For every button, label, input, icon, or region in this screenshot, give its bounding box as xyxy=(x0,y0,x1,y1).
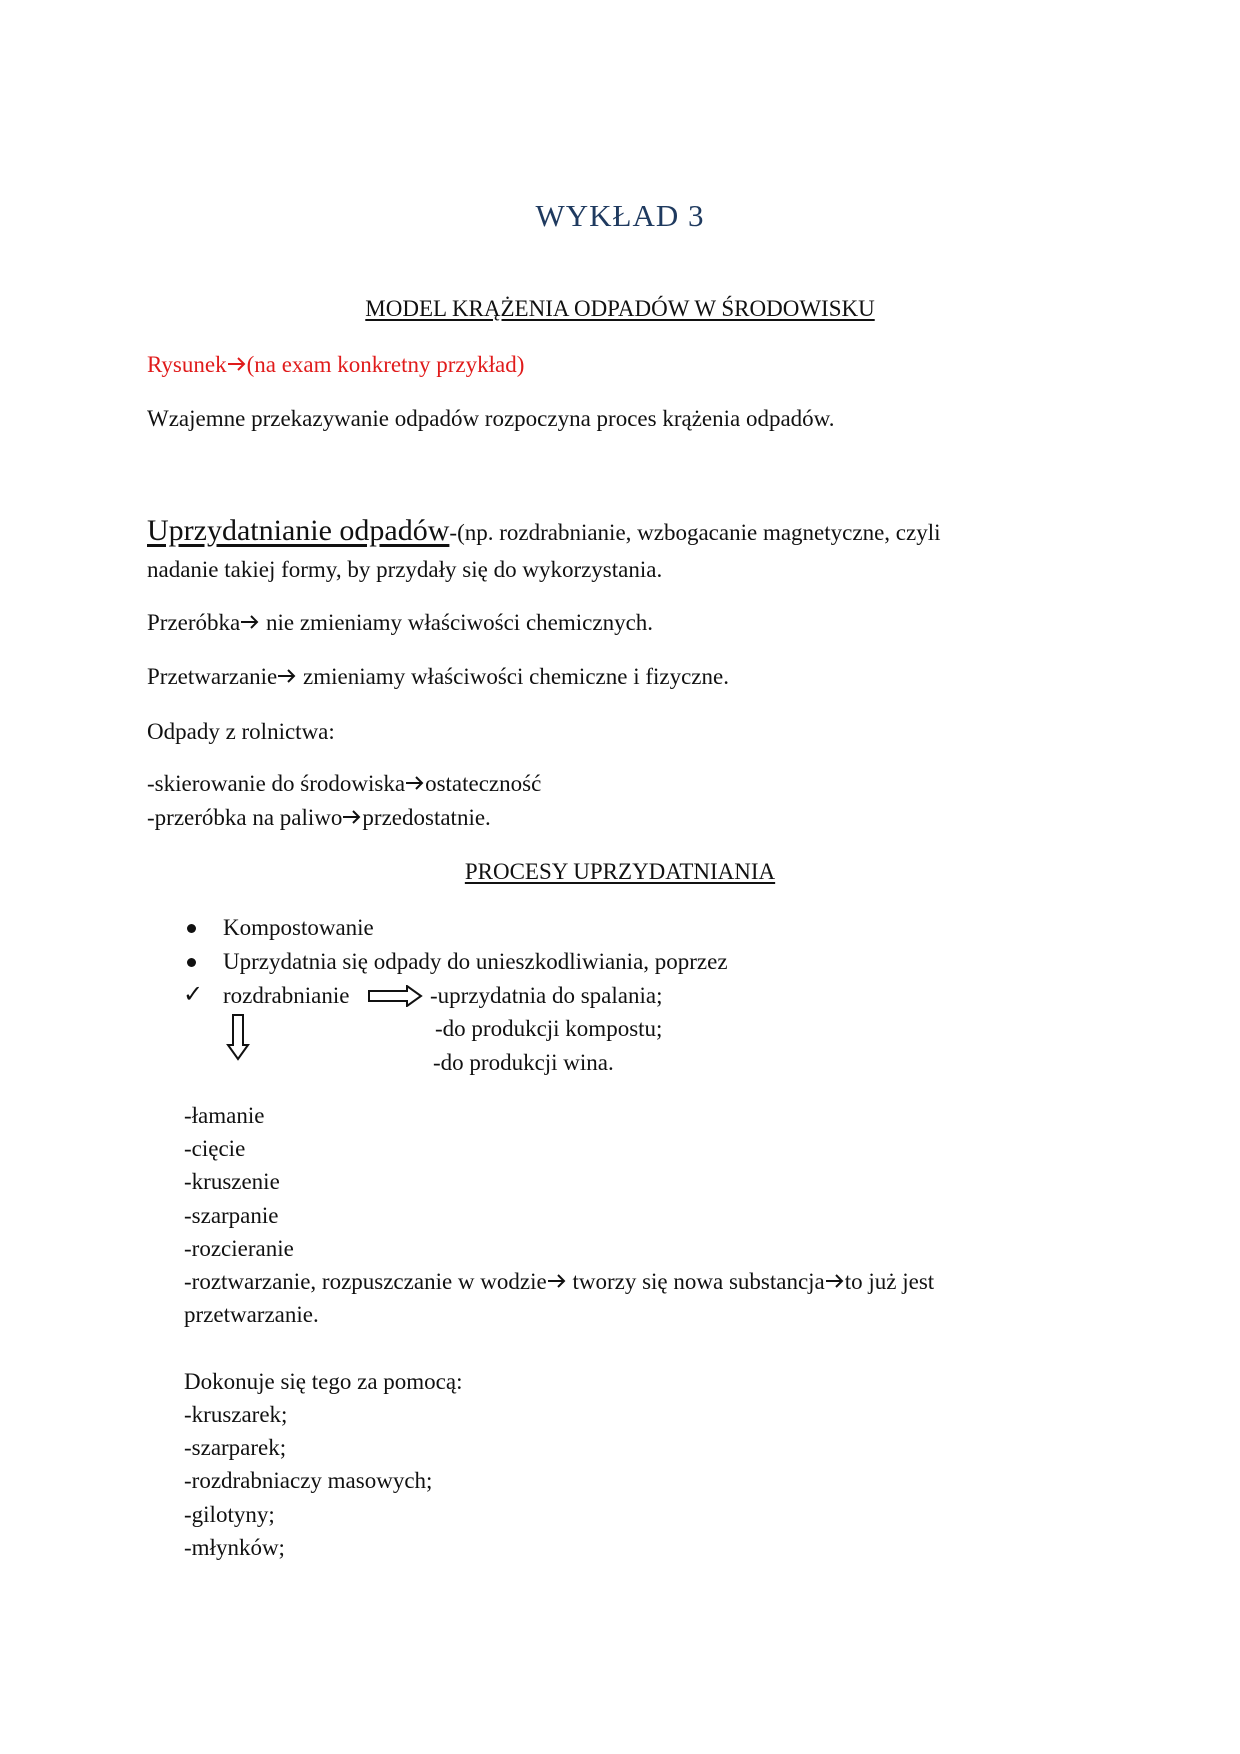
bullet-icon xyxy=(187,924,196,933)
rolnictwo-item-1-result: ostateczność xyxy=(425,771,542,796)
uprzydatnianie-desc: -(np. rozdrabnianie, wzbogacanie magnetyczne, czyli xyxy=(449,520,941,545)
arrow-right-icon xyxy=(547,1273,567,1289)
rolnictwo-item-1 xyxy=(147,770,541,798)
roztwarzanie-line2: przetwarzanie. xyxy=(184,1302,319,1327)
bullet-icon xyxy=(187,958,196,967)
section-heading-model xyxy=(0,296,1240,322)
tool-item: -szarparek; xyxy=(184,1435,287,1460)
rysunek-note: (na exam konkretny przykład) xyxy=(246,352,525,377)
double-arrow-down-icon xyxy=(226,1013,250,1061)
section-heading-procesy-text: PROCESY UPRZYDATNIANIA xyxy=(464,859,776,884)
intro-text: Wzajemne przekazywanie odpadów rozpoczyna proces krążenia odpadów. xyxy=(147,406,835,431)
rolnictwo-item-2 xyxy=(147,804,491,832)
page-title: WYKŁAD 3 xyxy=(535,198,705,233)
arrow-right-icon xyxy=(825,1273,845,1289)
checkmark-icon: ✓ xyxy=(183,982,204,1008)
section-heading-model-text: MODEL KRĄŻENIA ODPADÓW W ŚRODOWISKU xyxy=(365,296,875,321)
tool-item: -gilotyny; xyxy=(184,1502,275,1527)
rysunek-label: Rysunek xyxy=(147,352,227,377)
arrow-right-icon xyxy=(405,775,425,791)
uprzydatnianie-term: Uprzydatnianie odpadów xyxy=(147,514,450,547)
roztwarzanie-part2: tworzy się nowa substancja xyxy=(566,1269,825,1294)
rolnictwo-item-1-text: -skierowanie do środowiska xyxy=(147,771,406,796)
roztwarzanie-part3: to już jest xyxy=(844,1269,935,1294)
rysunek-line xyxy=(147,351,524,379)
rolnictwo-item-2-text: -przeróbka na paliwo xyxy=(147,805,343,830)
bullet-item-2: Uprzydatnia się odpady do unieszkodliwiania, poprzez xyxy=(223,949,728,974)
tool-item: -młynków; xyxy=(184,1535,285,1560)
target-item-1: -uprzydatnia do spalania; xyxy=(430,983,663,1008)
arrow-right-icon xyxy=(342,809,362,825)
section-heading-procesy xyxy=(0,859,1240,885)
double-arrow-right-icon xyxy=(367,985,423,1007)
rozdrabnianie-label: rozdrabnianie xyxy=(223,983,350,1008)
method-item: -kruszenie xyxy=(184,1169,280,1194)
przerobka-desc: nie zmieniamy właściwości chemicznych. xyxy=(260,610,654,635)
arrow-right-icon xyxy=(240,614,260,630)
arrow-right-icon xyxy=(277,668,297,684)
bullet-item-1: Kompostowanie xyxy=(223,915,374,940)
tools-heading: Dokonuje się tego za pomocą: xyxy=(184,1369,463,1394)
method-item: -cięcie xyxy=(184,1136,246,1161)
uprzydatnianie-line1 xyxy=(147,514,940,548)
method-item: -rozcieranie xyxy=(184,1236,294,1261)
tool-item: -kruszarek; xyxy=(184,1402,288,1427)
rolnictwo-item-2-result: przedostatnie. xyxy=(362,805,491,830)
method-item: -szarpanie xyxy=(184,1203,279,1228)
roztwarzanie-part1: -roztwarzanie, rozpuszczanie w wodzie xyxy=(184,1269,547,1294)
tool-item: -rozdrabniaczy masowych; xyxy=(184,1468,433,1493)
target-item-3: -do produkcji wina. xyxy=(433,1050,614,1075)
przetwarzanie-line xyxy=(147,663,729,691)
uprzydatnianie-line2: nadanie takiej formy, by przydały się do wykorzystania. xyxy=(147,557,663,582)
method-item: -łamanie xyxy=(184,1103,265,1128)
rolnictwo-heading: Odpady z rolnictwa: xyxy=(147,719,335,744)
przerobka-term: Przeróbka xyxy=(147,610,241,635)
przetwarzanie-term: Przetwarzanie xyxy=(147,664,278,689)
target-item-2: -do produkcji kompostu; xyxy=(435,1016,663,1041)
przetwarzanie-desc: zmieniamy właściwości chemiczne i fizyczne. xyxy=(297,664,729,689)
roztwarzanie-line1 xyxy=(184,1268,934,1296)
arrow-right-icon xyxy=(227,356,247,372)
przerobka-line xyxy=(147,609,653,637)
